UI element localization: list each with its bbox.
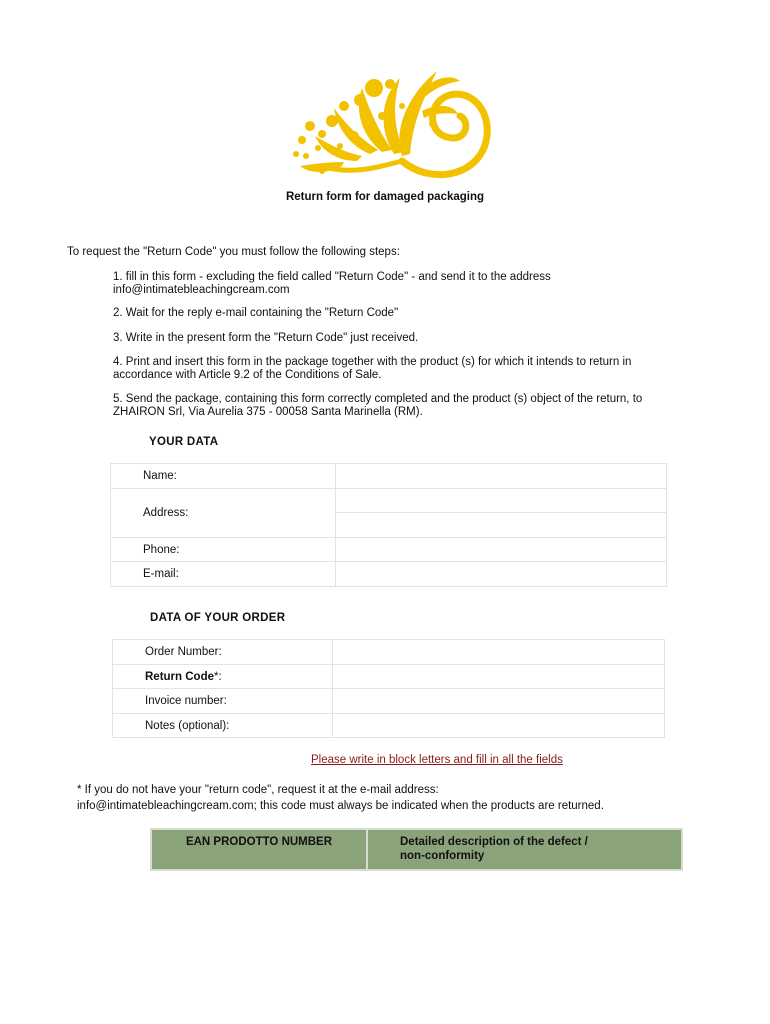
order-data-table <box>112 639 665 738</box>
address-field-line2[interactable] <box>336 513 667 538</box>
name-label: Name: <box>111 464 336 489</box>
return-code-field[interactable] <box>333 665 665 689</box>
step-5: 5. Send the package, containing this form correctly completed and the product (s) object of the return, to <box>113 393 643 405</box>
step-4: 4. Print and insert this form in the package together with the product (s) for which it intends to return in <box>113 356 632 368</box>
your-data-heading: YOUR DATA <box>149 436 219 448</box>
return-code-label-bold: Return Code <box>145 670 214 683</box>
product-table <box>150 828 683 871</box>
defect-description-line1: Detailed description of the defect / <box>400 836 588 848</box>
step-1-email: info@intimatebleachingcream.com <box>113 284 290 296</box>
footnote-line-1: * If you do not have your "return code", request it at the e-mail address: <box>77 784 439 796</box>
order-number-field[interactable] <box>333 640 665 665</box>
your-data-table <box>110 463 667 587</box>
footnote-line-2: info@intimatebleachingcream.com; this code must always be indicated when the products are returned. <box>77 800 604 812</box>
invoice-number-field[interactable] <box>333 689 665 714</box>
email-field[interactable] <box>336 562 667 587</box>
order-number-label: Order Number: <box>113 640 333 665</box>
step-5-cont: ZHAIRON Srl, Via Aurelia 375 - 00058 Santa Marinella (RM). <box>113 406 423 418</box>
email-label: E-mail: <box>111 562 336 587</box>
step-4-cont: accordance with Article 9.2 of the Conditions of Sale. <box>113 369 382 381</box>
step-2: 2. Wait for the reply e-mail containing the "Return Code" <box>113 307 399 319</box>
ean-column-header: EAN PRODOTTO NUMBER <box>151 829 367 870</box>
return-code-asterisk: *: <box>214 670 222 683</box>
ornament-logo <box>282 66 492 186</box>
notes-field[interactable] <box>333 714 665 738</box>
invoice-number-label: Invoice number: <box>113 689 333 714</box>
block-letters-note: Please write in block letters and fill in all the fields <box>311 754 563 766</box>
address-field-line1[interactable] <box>336 489 667 513</box>
step-3: 3. Write in the present form the "Return Code" just received. <box>113 332 419 344</box>
defect-description-header <box>367 829 682 870</box>
intro-text: To request the "Return Code" you must follow the following steps: <box>67 246 400 258</box>
return-code-label <box>113 665 333 689</box>
phone-label: Phone: <box>111 538 336 562</box>
phone-field[interactable] <box>336 538 667 562</box>
defect-description-line2: non-conformity <box>400 850 485 862</box>
address-label: Address: <box>111 489 336 538</box>
step-1: 1. fill in this form - excluding the field called "Return Code" - and send it to the address <box>113 271 551 283</box>
form-title: Return form for damaged packaging <box>285 191 485 203</box>
notes-label: Notes (optional): <box>113 714 333 738</box>
order-data-heading: DATA OF YOUR ORDER <box>150 612 286 624</box>
name-field[interactable] <box>336 464 667 489</box>
